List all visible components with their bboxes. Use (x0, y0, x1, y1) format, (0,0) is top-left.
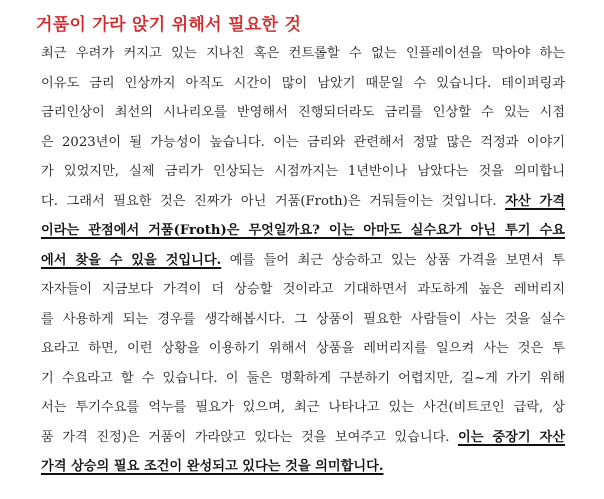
body-text: 예를 들어 최근 상승하고 있는 상품 가격을 보면서 투 (221, 252, 565, 268)
body-text: 은 2023년이 될 가능성이 높습니다. 이는 금리와 관련해서 정말 많은 걱정과 이야기 (41, 134, 565, 150)
text-line (41, 246, 565, 276)
text-line (41, 334, 565, 364)
body-text: 자자들이 지금보다 가격이 더 상승할 것이라고 기대하면서 과도하게 높은 레버리지 (41, 282, 565, 297)
body-text: 서는 투기수요를 억누를 필요가 있으며, 최근 나타나고 있는 사건(비트코인 급락, 상 (41, 400, 565, 415)
text-line (41, 187, 565, 217)
emphasized-text: 이는 중장기 자산 (458, 429, 565, 445)
text-line (41, 275, 565, 305)
body-text: 가 있었지만, 실제 금리가 인상되는 시점까지는 1년반이나 남았다는 것을 의미합니 (41, 164, 565, 179)
text-line (41, 364, 565, 394)
text-line (41, 128, 565, 158)
text-line (41, 393, 565, 423)
text-line (41, 216, 565, 246)
section-heading: 거품이 가라 앉기 위해서 필요한 것 (36, 15, 302, 35)
text-line (41, 305, 565, 335)
body-text: 요라고 하면, 이런 상황을 이용하기 위해서 상품을 레버리지를 일으켜 사는 것은 투 (41, 341, 565, 356)
body-text: 를 사용하게 되는 경우를 생각해봅시다. 그 상품이 필요한 사람들이 사는 것을 실수 (41, 311, 565, 327)
body-paragraph (41, 39, 565, 482)
body-text: 다. 그래서 필요한 것은 진짜가 아닌 거품(Froth)은 거둬들이는 것입니다. (41, 193, 506, 209)
body-text: 기 수요라고 할 수 있습니다. 이 둘은 명확하게 구분하기 어렵지만, 길~게 가기 위해 (41, 370, 565, 386)
emphasized-text: 가격 상승의 필요 조건이 완성되고 있다는 것을 의미합니다. (41, 459, 384, 474)
text-line (41, 452, 565, 482)
text-line (41, 39, 565, 69)
text-line (41, 423, 565, 453)
body-text: 이유도 금리 인상까지 아직도 시간이 많이 남았기 때문일 수 있습니다. 테이퍼링과 (41, 75, 565, 91)
body-text: 품 가격 진정)은 거품이 가라앉고 있다는 것을 보여주고 있습니다. (41, 429, 459, 445)
emphasized-text: 자산 가격 (505, 193, 565, 209)
emphasized-text: 에서 찾을 수 있을 것입니다. (41, 252, 222, 268)
text-line (41, 157, 565, 187)
text-line (41, 69, 565, 99)
text-line (41, 98, 565, 128)
body-text: 최근 우려가 커지고 있는 지나친 혹은 컨트롤할 수 없는 인플레이션을 막아야 하는 (41, 46, 565, 61)
body-text: 금리인상이 최선의 시나리오를 반영해서 진행되더라도 금리를 인상할 수 있는 시점 (41, 105, 565, 120)
emphasized-text: 이라는 관점에서 거품(Froth)은 무엇일까요? 이는 아마도 실수요가 아닌 투기 수요 (41, 223, 565, 238)
